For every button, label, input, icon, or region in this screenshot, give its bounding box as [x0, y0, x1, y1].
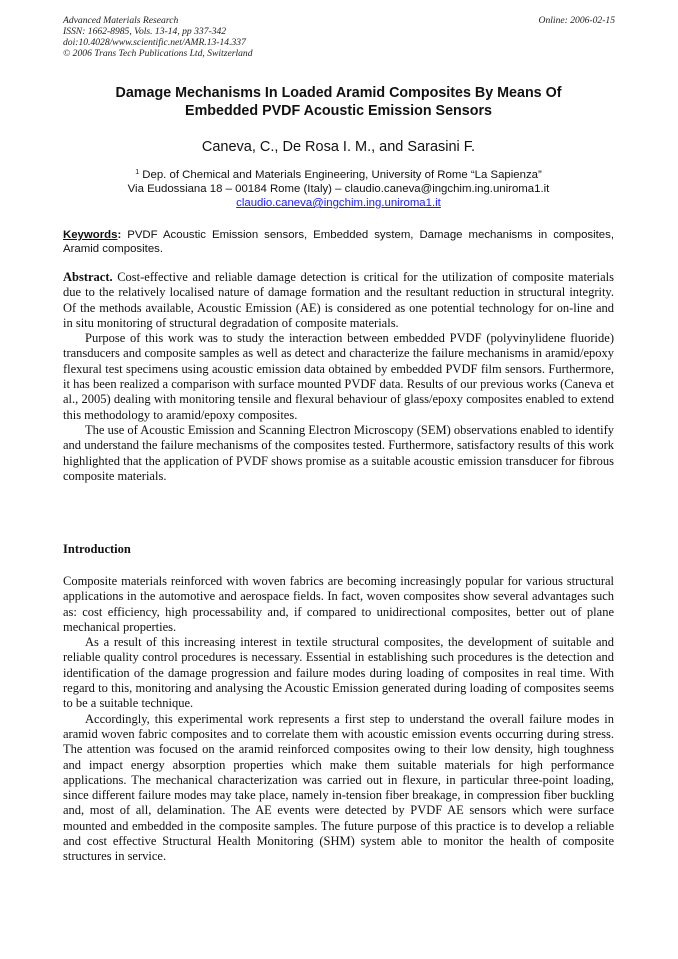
abstract-label: Abstract. — [63, 270, 113, 284]
journal-header — [63, 15, 253, 59]
intro-paragraph-1: Composite materials reinforced with woven fabrics are becoming increasingly popular for various structural applications in the automotive and aerospace fields. In fact, woven composites show several advantages such as: cost efficiency, high processability and, if compared to unidirectional composites, better out of plane mechanical properties. — [63, 574, 614, 634]
copyright-line: © 2006 Trans Tech Publications Ltd, Switzerland — [63, 48, 253, 59]
affiliation — [63, 168, 614, 210]
author-list: Caneva, C., De Rosa I. M., and Sarasini F. — [201, 139, 476, 155]
title-line-1: Damage Mechanisms In Loaded Aramid Composites By Means Of — [115, 85, 562, 101]
affiliation-dept: Dep. of Chemical and Materials Engineering, University of Rome “La Sapienza” — [142, 169, 542, 181]
doi-line: doi:10.4028/www.scientific.net/AMR.13-14.337 — [63, 37, 246, 48]
abstract-paragraph-1 — [63, 270, 614, 331]
keywords-colon: : — [117, 229, 122, 241]
affiliation-line-2: Via Eudossiana 18 – 00184 Rome (Italy) – claudio.caneva@ingchim.ing.uniroma1.it — [127, 183, 550, 195]
journal-name: Advanced Materials Research — [63, 15, 179, 26]
abstract-paragraph-2: Purpose of this work was to study the interaction between embedded PVDF (polyvinylidene fluoride) transducers and composite samples as well as detect and characterize the failure mechanisms in aramid/epoxy flexural test specimens using acoustic emission data obtained by embedded PVDF film sensors. Furthermore, it has been realized a comparison with surface mounted PVDF data. Results of our previous works (Caneva et al., 2005) dealing with monitoring tensile and flexural behaviour of glass/epoxy composites enabled to extend this methodology to aramid/epoxy composites. — [63, 331, 614, 422]
abstract-paragraph-3: The use of Acoustic Emission and Scanning Electron Microscopy (SEM) observations enabled to identify and understand the failure mechanisms of the composites tested. Furthermore, satisfactory results of this work highlighted that the application of PVDF shows promise as a suitable acoustic emission transducer for fibrous composite materials. — [63, 422, 614, 483]
introduction-heading: Introduction — [63, 542, 131, 556]
keywords-label: Keywords — [63, 229, 118, 241]
online-date: Online: 2006-02-15 — [538, 15, 615, 26]
paper-title — [63, 84, 614, 120]
email-link[interactable]: claudio.caneva@ingchim.ing.uniroma1.it — [236, 197, 441, 209]
intro-paragraph-3: Accordingly, this experimental work represents a first step to understand the overall failure modes in aramid woven fabric composites and to correlate them with acoustic emission events occurring during stress. The attention was focused on the aramid reinforced composites owing to their low density, high toughness and impact energy absorption properties which make them suitable materials for high performance applications. The mechanical characterization was carried out in flexure, in particular three-point loading, since different failure modes may take place, namely in-tension fiber breakage, in compression fiber buckling and, most of all, delamination. The AE events were detected by PVDF AE sensors which were surface mounted and embedded in the composite samples. The future purpose of this practice is to develop a reliable and cost effective Structural Health Monitoring (SHM) system able to monitor the health of composite structures in service. — [63, 711, 614, 864]
affiliation-line-1 — [63, 168, 614, 182]
introduction-body — [63, 574, 614, 865]
keywords-text: PVDF Acoustic Emission sensors, Embedded system, Damage mechanisms in composites, Aramid composites. — [63, 229, 614, 255]
abstract — [63, 270, 614, 484]
affiliation-marker: 1 — [135, 169, 140, 176]
abstract-p1-text: Cost-effective and reliable damage detection is critical for the utilization of composite materials due to the relatively localised nature of damage formation and the resultant reduction in structural integrity. Of the methods available, Acoustic Emission (AE) is considered as one potential technology for on-line and in situ monitoring of structural degradation of composite materials. — [63, 270, 614, 330]
title-line-2: Embedded PVDF Acoustic Emission Sensors — [185, 103, 492, 119]
keywords — [63, 228, 614, 256]
issn-line: ISSN: 1662-8985, Vols. 13-14, pp 337-342 — [63, 26, 227, 37]
intro-paragraph-2: As a result of this increasing interest in textile structural composites, the development of suitable and reliable quality control procedures is necessary. Essential in establishing such procedures is the detection and identification of the damage progression and failure modes during loading of composites in real time. With regard to this, monitoring and analysing the Acoustic Emission generated during loading of composites seems to be a suitable technique. — [63, 635, 614, 711]
